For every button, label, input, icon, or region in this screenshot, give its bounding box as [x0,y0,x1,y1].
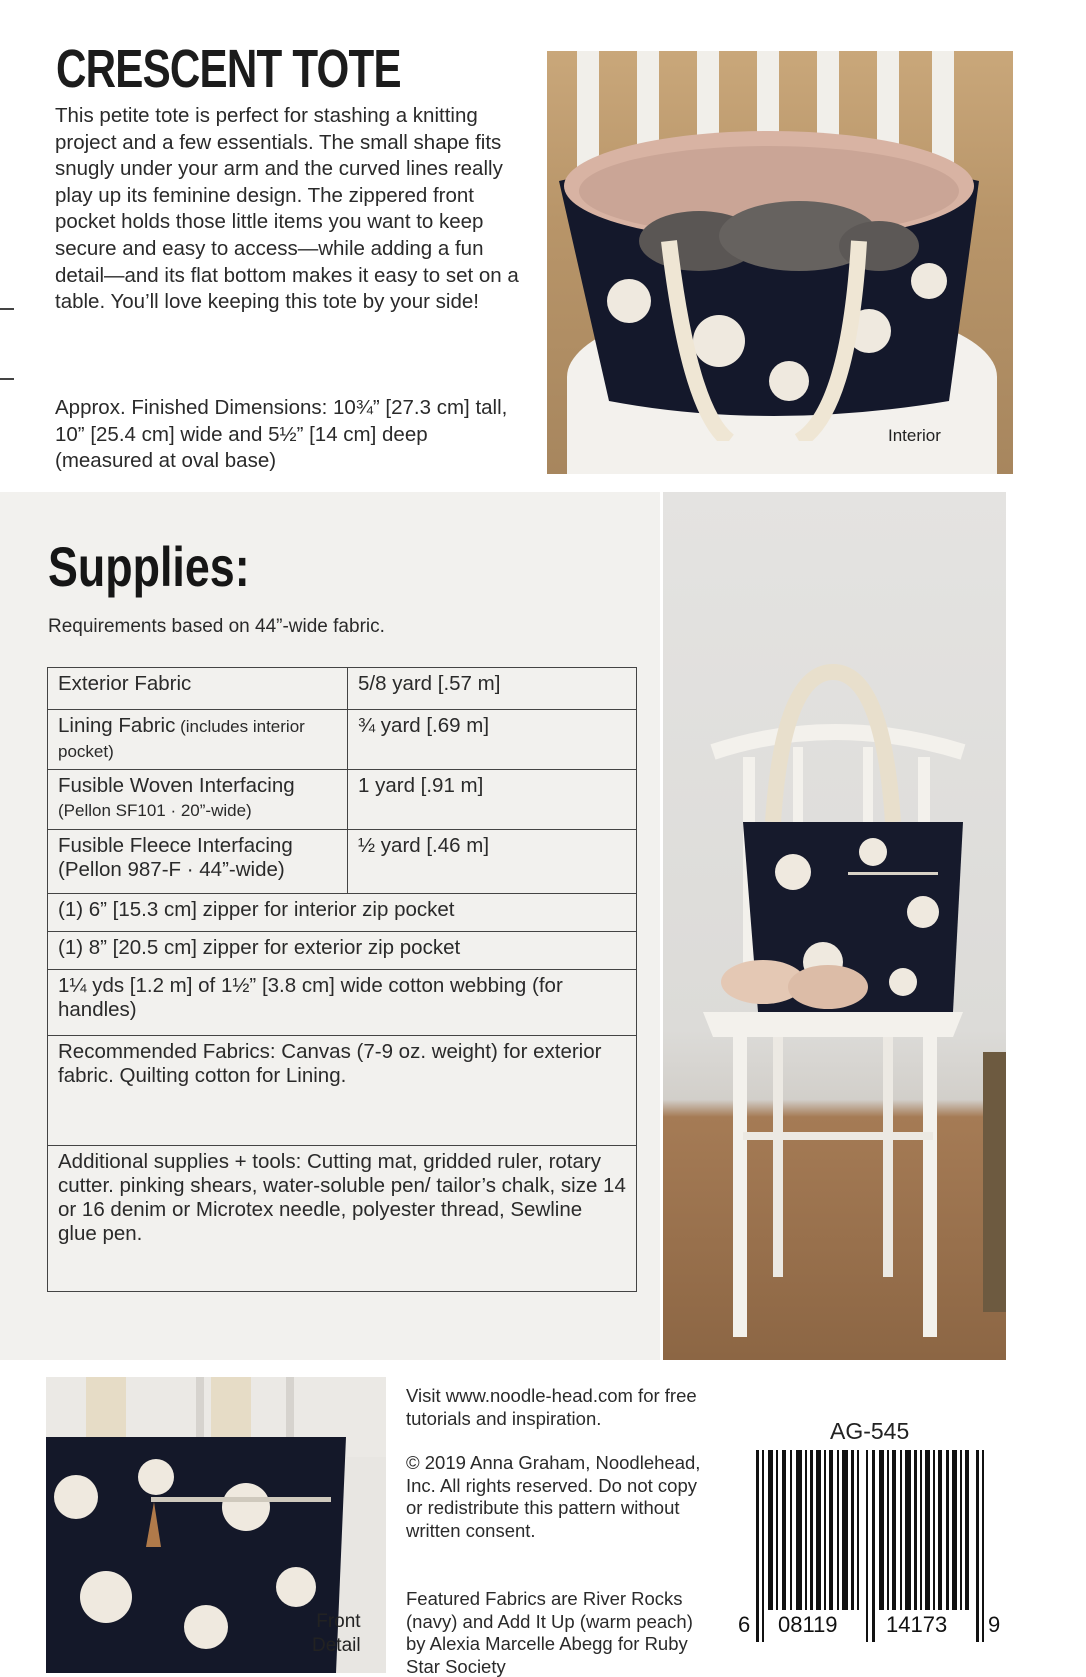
supply-item: Lining Fabric (includes interior pocket) [48,710,348,770]
table-row [48,1036,637,1146]
interior-photo [547,51,1013,474]
featured-fabrics-note: Featured Fabrics are River Rocks (navy) and Add It Up (warm peach) by Alexia Marcelle Abegg for Ruby Star Society [406,1588,693,1677]
pattern-sku: AG-545 [830,1418,910,1444]
fabric-width-note: Requirements based on 44”-wide fabric. [48,616,385,637]
table-row [48,830,637,894]
recommended-fabrics: Recommended Fabrics: Canvas (7-9 oz. weight) for exterior fabric. Quilting cotton for Lining. [48,1036,637,1146]
tote-bag-graphic [549,111,989,441]
supply-quantity: 5/8 yard [.57 m] [348,668,637,710]
supply-quantity: ½ yard [.46 m] [348,830,637,894]
table-row [48,1146,637,1292]
barcode-group-1: 08119 [778,1612,838,1637]
table-row [48,668,637,710]
website-note: Visit www.noodle-head.com for free tutorials and inspiration. [406,1385,697,1429]
intro-paragraph: This petite tote is perfect for stashing a knitting project and a few essentials. The small shape fits snugly under your arm and the curved lines really play up its feminine design. The zippered front pocket holds those little items you want to keep secure and easy to access—while adding a fun detail—and its flat bottom makes it easy to set on a table. You’ll love keeping this tote by your side! [55,104,519,314]
table-row [48,970,637,1036]
supply-quantity: ¾ yard [.69 m] [348,710,637,770]
table-row [48,932,637,970]
supply-item: Fusible Woven Interfacing (Pellon SF101 · 20”-wide) [48,770,348,830]
supply-line: 1¼ yds [1.2 m] of 1½” [3.8 cm] wide cotton webbing (for handles) [48,970,637,1036]
chair-scene-graphic [663,492,1006,1360]
supply-item: Fusible Fleece Interfacing (Pellon 987-F · 44”-wide) [48,830,348,894]
finished-dimensions: Approx. Finished Dimensions: 10¾” [27.3 cm] tall, 10” [25.4 cm] wide and 5½” [14 cm] deep (measured at oval base) [55,396,508,473]
table-row [48,894,637,932]
supply-line: (1) 6” [15.3 cm] zipper for interior zip pocket [48,894,637,932]
supplies-heading: Supplies: [48,535,250,598]
barcode-group-2: 14173 [886,1612,948,1637]
page-title: CRESCENT TOTE [56,39,401,99]
interior-caption: Interior [888,426,941,445]
copyright-notice: © 2019 Anna Graham, Noodlehead, Inc. All rights reserved. Do not copy or redistribute this pattern without written consent. [406,1452,701,1541]
supplies-table [47,667,637,1292]
barcode-digit-right: 9 [988,1612,1001,1637]
additional-supplies: Additional supplies + tools: Cutting mat, gridded ruler, rotary cutter. pinking shears, water-soluble pen/ tailor’s chalk, size 14 or 16 denim or Microtex needle, polyester thread, Sewline glue pen. [48,1146,637,1292]
table-row [48,710,637,770]
crop-mark [0,308,14,310]
tote-on-chair-photo [663,492,1006,1360]
crop-mark [0,378,14,380]
table-row [48,770,637,830]
supply-item: Exterior Fabric [48,668,348,710]
supply-quantity: 1 yard [.91 m] [348,770,637,830]
front-detail-caption: Front Detail [312,1611,361,1656]
barcode-digit-left: 6 [738,1612,751,1637]
supply-line: (1) 8” [20.5 cm] zipper for exterior zip pocket [48,932,637,970]
